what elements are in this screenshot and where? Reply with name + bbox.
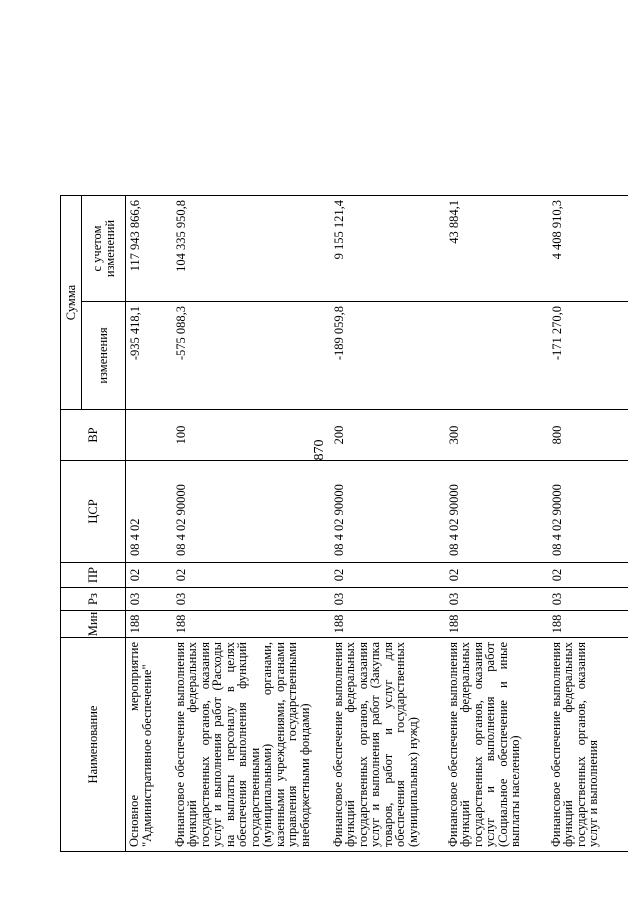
row-min: 188 [126,611,172,638]
row-pr: 02 [330,563,445,588]
row-name: Основное мероприятие "Административное обеспечение" [126,638,172,852]
row-rz: 03 [548,588,628,611]
row-pr: 02 [548,563,628,588]
row-rz: 03 [330,588,445,611]
row-change [445,302,548,410]
row-min: 188 [445,611,548,638]
row-csr: 08 4 02 90000 [548,461,628,563]
row-total: 117 943 866,6 [126,196,172,302]
table-row [445,196,548,852]
header-pr: ПР [61,563,126,588]
row-total: 9 155 121,4 [330,196,445,302]
table-row [548,196,628,852]
row-name: Финансовое обеспечение выполнения функций федеральных государственных органов, оказания услуг и выполнения [548,638,628,852]
header-with-changes: с учетом изменений [82,196,126,302]
row-name: Финансовое обеспечение выполнения функций федеральных государственных органов, оказания услуг и выполнения работ (Закупка товаров, работ и услуг для обеспечения государственных (муниципальных) нужд) [330,638,445,852]
row-vr: 800 [548,410,628,461]
row-change: -575 088,3 [172,302,330,410]
row-total: 4 408 910,3 [548,196,628,302]
row-pr: 02 [445,563,548,588]
header-changes: изменения [82,302,126,410]
table-row [172,196,330,852]
header-name: Наименование [61,638,126,852]
row-min: 188 [330,611,445,638]
page-number: 870 [312,439,327,461]
row-rz: 03 [445,588,548,611]
row-rz: 03 [126,588,172,611]
row-change: -935 418,1 [126,302,172,410]
table-row [330,196,445,852]
row-name: Финансовое обеспечение выполнения функций федеральных государственных органов, оказания услуг и выполнения работ (Расходы на выплаты персоналу в целях обеспечения выполнения функций государственными (муниципальными) органами, казенными учреждениями, органами управления государственными внебюджетными фондами) [172,638,330,852]
row-min: 188 [172,611,330,638]
header-rz: Рз [61,588,126,611]
budget-table [60,195,628,852]
row-total: 104 335 950,8 [172,196,330,302]
row-csr: 08 4 02 90000 [445,461,548,563]
row-vr: 200 [330,410,445,461]
row-pr: 02 [172,563,330,588]
row-change: -189 059,8 [330,302,445,410]
table-row [126,196,172,852]
row-csr: 08 4 02 90000 [330,461,445,563]
rotated-page [60,42,640,852]
header-vr: ВР [61,410,126,461]
row-csr: 08 4 02 90000 [172,461,330,563]
row-name: Финансовое обеспечение выполнения функций федеральных государственных органов, оказания услуг и выполнения работ (Социальное обеспечение и иные выплаты населению) [445,638,548,852]
row-min: 188 [548,611,628,638]
row-csr: 08 4 02 [126,461,172,563]
header-min: Мин [61,611,126,638]
row-vr [126,410,172,461]
row-change: -171 270,0 [548,302,628,410]
header-sum: Сумма [61,196,82,410]
row-pr: 02 [126,563,172,588]
row-total: 43 884,1 [445,196,548,302]
row-rz: 03 [172,588,330,611]
row-vr: 100 [172,410,330,461]
row-vr: 300 [445,410,548,461]
header-csr: ЦСР [61,461,126,563]
